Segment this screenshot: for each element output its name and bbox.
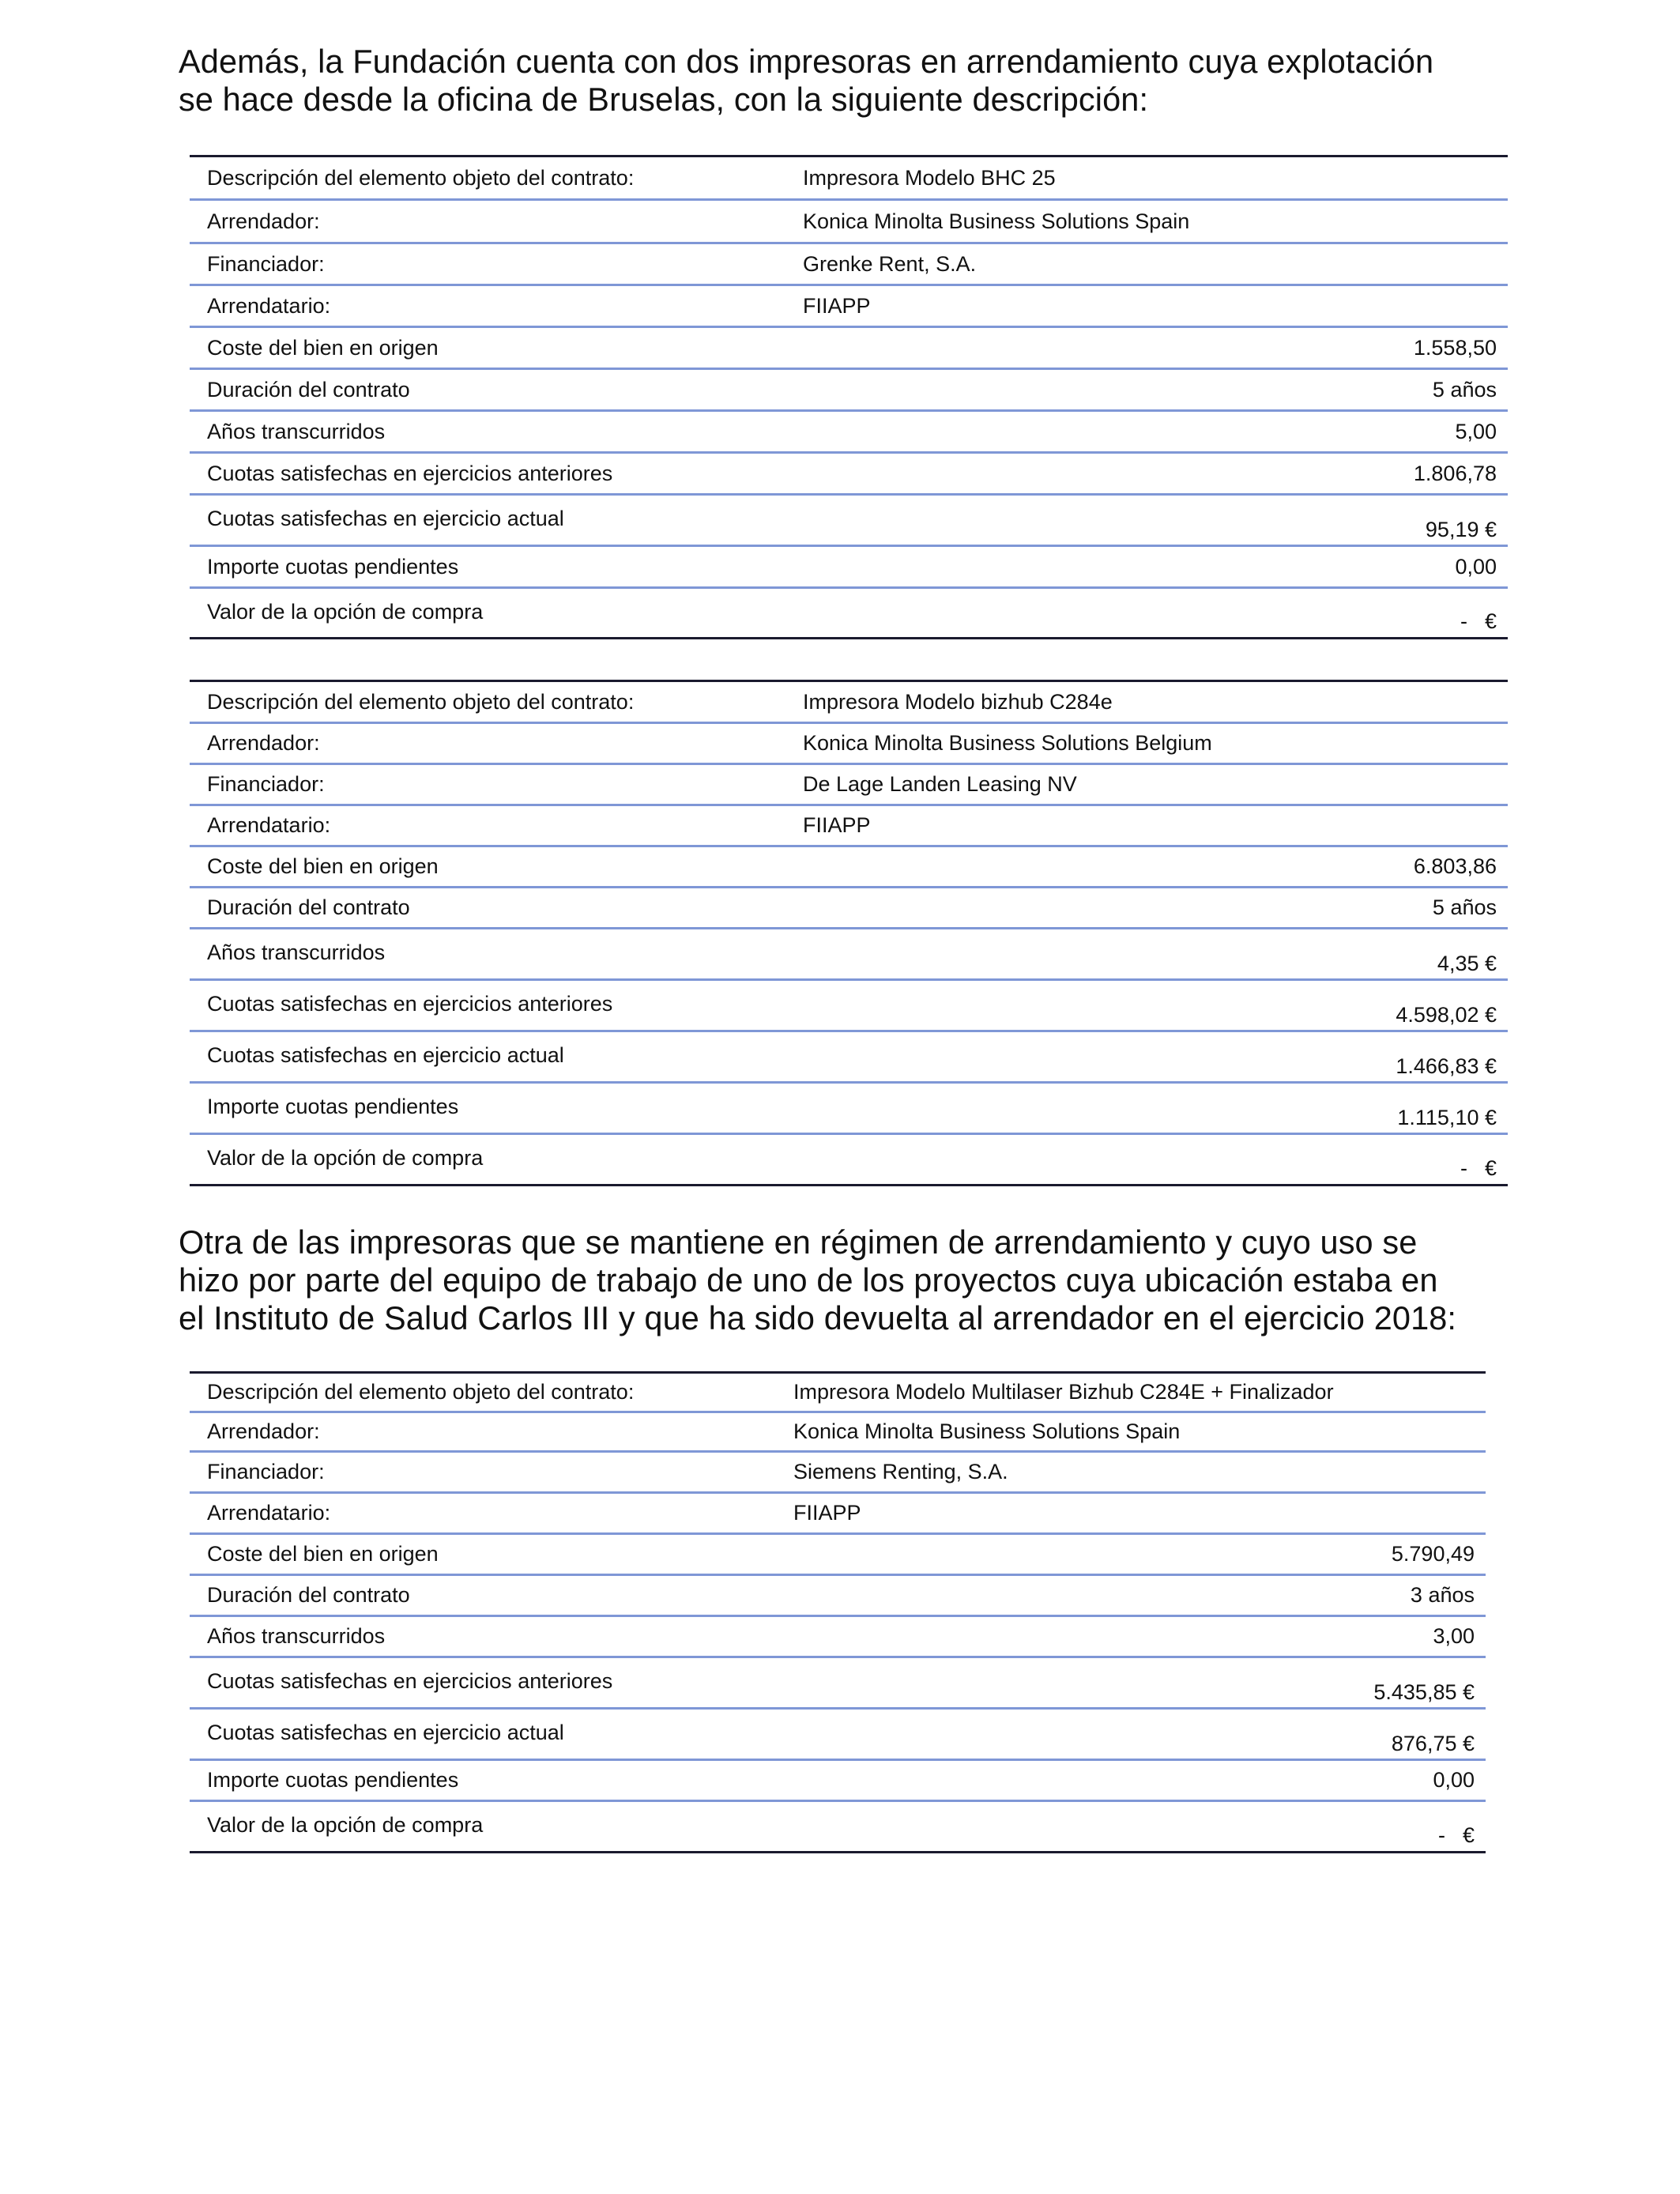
cuotas-anteriores-label: Cuotas satisfechas en ejercicios anteriores — [190, 1657, 776, 1709]
descripcion-label: Descripción del elemento objeto del contrato: — [190, 1373, 776, 1412]
table-row-duracion — [190, 888, 1508, 929]
lease-table-multilaser — [190, 1371, 1486, 1853]
cuotas-actual-value: 876,75 € — [776, 1709, 1486, 1760]
table-row-descripcion — [190, 681, 1508, 723]
table-row-pendientes — [190, 1760, 1486, 1801]
table-row-pendientes — [190, 1083, 1508, 1134]
lease-table-bhc25 — [190, 155, 1508, 639]
table-row-arrendatario — [190, 285, 1508, 327]
cuotas-actual-label: Cuotas satisfechas en ejercicio actual — [190, 1031, 785, 1083]
cuotas-anteriores-value: 1.806,78 — [785, 453, 1508, 495]
opcion-value — [785, 588, 1508, 639]
opcion-value — [776, 1801, 1486, 1853]
lease-table-c284e — [190, 680, 1508, 1186]
table-row-cuotas-anteriores — [190, 453, 1508, 495]
arrendatario-value: FIIAPP — [785, 285, 1508, 327]
anos-label: Años transcurridos — [190, 411, 785, 453]
table-row-coste — [190, 1534, 1486, 1575]
anos-label: Años transcurridos — [190, 1616, 776, 1657]
table-row-arrendatario — [190, 805, 1508, 846]
financiador-label: Financiador: — [190, 243, 785, 285]
table-row-anos — [190, 411, 1508, 453]
arrendador-label: Arrendador: — [190, 200, 785, 243]
table-row-arrendatario — [190, 1493, 1486, 1534]
opcion-label: Valor de la opción de compra — [190, 1801, 776, 1853]
pendientes-value: 1.115,10 € — [785, 1083, 1508, 1134]
duracion-label: Duración del contrato — [190, 369, 785, 411]
cuotas-actual-label: Cuotas satisfechas en ejercicio actual — [190, 1709, 776, 1760]
coste-label: Coste del bien en origen — [190, 327, 785, 369]
opcion-currency: € — [1484, 609, 1497, 633]
financiador-label: Financiador: — [190, 764, 785, 805]
descripcion-label: Descripción del elemento objeto del contrato: — [190, 681, 785, 723]
table-row-opcion — [190, 588, 1508, 639]
arrendador-value: Konica Minolta Business Solutions Belgium — [785, 723, 1508, 764]
descripcion-label: Descripción del elemento objeto del contrato: — [190, 156, 785, 200]
coste-label: Coste del bien en origen — [190, 846, 785, 888]
arrendatario-value: FIIAPP — [776, 1493, 1486, 1534]
financiador-value: De Lage Landen Leasing NV — [785, 764, 1508, 805]
arrendador-label: Arrendador: — [190, 1412, 776, 1452]
table-row-anos — [190, 929, 1508, 980]
opcion-dash: - — [1437, 1823, 1445, 1847]
table-row-arrendador — [190, 723, 1508, 764]
table-row-arrendador — [190, 1412, 1486, 1452]
opcion-currency: € — [1484, 1156, 1497, 1180]
pendientes-value: 0,00 — [785, 546, 1508, 588]
table-row-coste — [190, 327, 1508, 369]
anos-label: Años transcurridos — [190, 929, 785, 980]
opcion-dash: - — [1460, 609, 1467, 633]
table-row-descripcion — [190, 1373, 1486, 1412]
duracion-label: Duración del contrato — [190, 888, 785, 929]
table-row-opcion — [190, 1134, 1508, 1186]
financiador-value: Grenke Rent, S.A. — [785, 243, 1508, 285]
coste-label: Coste del bien en origen — [190, 1534, 776, 1575]
duracion-label: Duración del contrato — [190, 1575, 776, 1616]
table-row-financiador — [190, 243, 1508, 285]
anos-value: 4,35 € — [785, 929, 1508, 980]
opcion-value — [785, 1134, 1508, 1186]
duracion-value: 5 años — [785, 888, 1508, 929]
anos-value: 3,00 — [776, 1616, 1486, 1657]
table-row-cuotas-actual — [190, 1031, 1508, 1083]
descripcion-value: Impresora Modelo BHC 25 — [785, 156, 1508, 200]
opcion-label: Valor de la opción de compra — [190, 588, 785, 639]
anos-value: 5,00 — [785, 411, 1508, 453]
cuotas-anteriores-label: Cuotas satisfechas en ejercicios anteriores — [190, 453, 785, 495]
cuotas-anteriores-label: Cuotas satisfechas en ejercicios anteriores — [190, 980, 785, 1031]
table-row-pendientes — [190, 546, 1508, 588]
table-row-duracion — [190, 1575, 1486, 1616]
pendientes-label: Importe cuotas pendientes — [190, 1083, 785, 1134]
arrendatario-label: Arrendatario: — [190, 285, 785, 327]
coste-value: 5.790,49 — [776, 1534, 1486, 1575]
pendientes-label: Importe cuotas pendientes — [190, 1760, 776, 1801]
descripcion-value: Impresora Modelo bizhub C284e — [785, 681, 1508, 723]
arrendatario-label: Arrendatario: — [190, 805, 785, 846]
cuotas-actual-label: Cuotas satisfechas en ejercicio actual — [190, 495, 785, 546]
table-row-descripcion — [190, 156, 1508, 200]
pendientes-label: Importe cuotas pendientes — [190, 546, 785, 588]
coste-value: 6.803,86 — [785, 846, 1508, 888]
table-row-cuotas-anteriores — [190, 1657, 1486, 1709]
arrendador-label: Arrendador: — [190, 723, 785, 764]
table-row-financiador — [190, 764, 1508, 805]
table-row-cuotas-actual — [190, 1709, 1486, 1760]
cuotas-anteriores-value: 4.598,02 € — [785, 980, 1508, 1031]
intro-paragraph-brussels: Además, la Fundación cuenta con dos impresoras en arrendamiento cuya explotación se hace desde la oficina de Bruselas, con la siguiente descripción: — [179, 43, 1434, 118]
financiador-value: Siemens Renting, S.A. — [776, 1452, 1486, 1493]
table-row-duracion — [190, 369, 1508, 411]
table-row-financiador — [190, 1452, 1486, 1493]
financiador-label: Financiador: — [190, 1452, 776, 1493]
returned-printer-paragraph: Otra de las impresoras que se mantiene en régimen de arrendamiento y cuyo uso se hizo por parte del equipo de trabajo de uno de los proyectos cuya ubicación estaba en el Instituto de Salud Carlos III y que ha sido devuelta al arrendador en el ejercicio 2018: — [179, 1223, 1457, 1336]
arrendador-value: Konica Minolta Business Solutions Spain — [776, 1412, 1486, 1452]
table-row-cuotas-actual — [190, 495, 1508, 546]
arrendador-value: Konica Minolta Business Solutions Spain — [785, 200, 1508, 243]
table-row-opcion — [190, 1801, 1486, 1853]
cuotas-actual-value: 95,19 € — [785, 495, 1508, 546]
opcion-dash: - — [1460, 1156, 1467, 1180]
duracion-value: 3 años — [776, 1575, 1486, 1616]
opcion-label: Valor de la opción de compra — [190, 1134, 785, 1186]
table-row-cuotas-anteriores — [190, 980, 1508, 1031]
coste-value: 1.558,50 — [785, 327, 1508, 369]
arrendatario-value: FIIAPP — [785, 805, 1508, 846]
descripcion-value: Impresora Modelo Multilaser Bizhub C284E + Finalizador — [776, 1373, 1486, 1412]
table-row-coste — [190, 846, 1508, 888]
table-row-arrendador — [190, 200, 1508, 243]
cuotas-actual-value: 1.466,83 € — [785, 1031, 1508, 1083]
cuotas-anteriores-value: 5.435,85 € — [776, 1657, 1486, 1709]
opcion-currency: € — [1462, 1823, 1475, 1847]
arrendatario-label: Arrendatario: — [190, 1493, 776, 1534]
table-row-anos — [190, 1616, 1486, 1657]
duracion-value: 5 años — [785, 369, 1508, 411]
pendientes-value: 0,00 — [776, 1760, 1486, 1801]
